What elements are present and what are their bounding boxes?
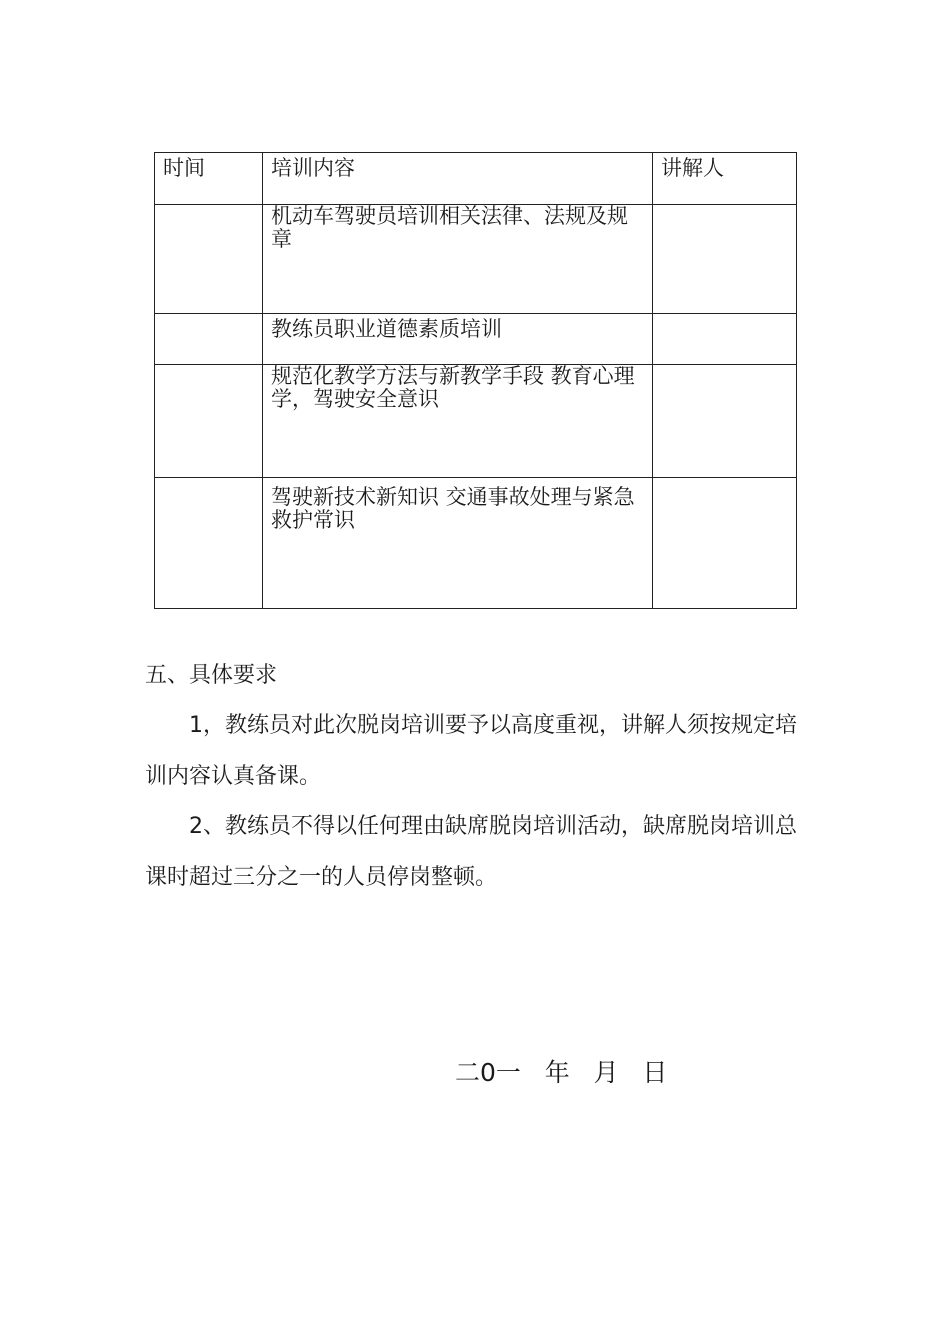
- cell-time: [155, 205, 263, 314]
- section-title: 五、具体要求: [145, 663, 278, 688]
- table-row: [155, 365, 797, 478]
- requirement-item-2: 2、教练员不得以任何理由缺席脱岗培训活动，缺席脱岗培训总课时超过三分之一的人员停岗整顿。: [145, 814, 797, 890]
- table-row: [155, 478, 797, 609]
- cell-time: [155, 314, 263, 365]
- header-lecturer: 讲解人: [653, 153, 797, 205]
- date-line: 二0一 年 月 日: [455, 1058, 668, 1087]
- cell-lecturer: [653, 478, 797, 609]
- requirement-item-1: 1，教练员对此次脱岗培训要予以高度重视，讲解人须按规定培训内容认真备课。: [145, 713, 797, 789]
- cell-time: [155, 365, 263, 478]
- cell-lecturer: [653, 365, 797, 478]
- cell-content: 教练员职业道德素质培训: [263, 314, 653, 365]
- cell-lecturer: [653, 205, 797, 314]
- table-row: [155, 205, 797, 314]
- header-content: 培训内容: [263, 153, 653, 205]
- table-header-row: [155, 153, 797, 205]
- cell-time: [155, 478, 263, 609]
- table-row: [155, 314, 797, 365]
- cell-content: 规范化教学方法与新教学手段 教育心理学，驾驶安全意识: [263, 365, 653, 478]
- cell-content: 机动车驾驶员培训相关法律、法规及规章: [263, 205, 653, 314]
- cell-lecturer: [653, 314, 797, 365]
- cell-content: 驾驶新技术新知识 交通事故处理与紧急救护常识: [263, 478, 653, 609]
- training-schedule-table: [154, 152, 797, 609]
- header-time: 时间: [155, 153, 263, 205]
